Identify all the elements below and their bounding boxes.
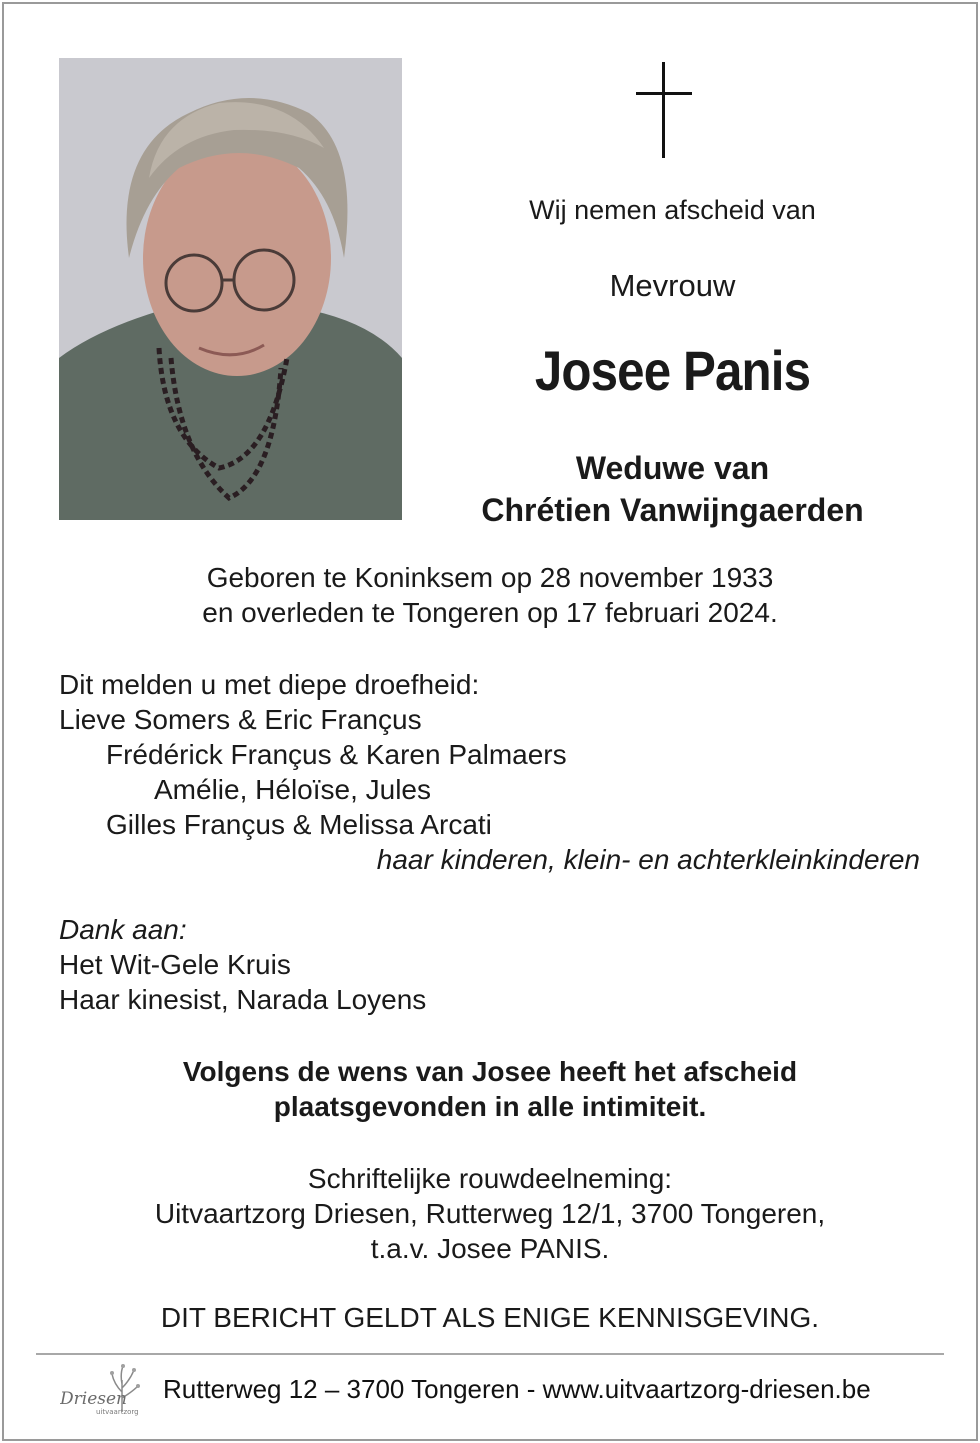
condolence-line-3: t.a.v. Josee PANIS. [370,1233,610,1264]
thanks-title: Dank aan: [59,914,187,945]
wish-line-1: Volgens de wens van Josee heeft het afscheid [182,1056,798,1087]
intro-text: Wij nemen afscheid van [529,195,816,225]
thanks-section [59,912,859,1017]
family-section [59,667,939,877]
widow-of [420,447,925,531]
widow-line-2: Chrétien Vanwijngaerden [481,492,864,528]
family-member: Amélie, Héloïse, Jules [154,774,432,805]
honorific: Mevrouw [609,268,736,303]
condolence-line-2: Uitvaartzorg Driesen, Rutterweg 12/1, 3700 Tongeren, [154,1198,826,1229]
footer-address: Rutterweg 12 – 3700 Tongeren - www.uitvaartzorg-driesen.be [163,1374,871,1404]
condolence-info [0,1161,980,1266]
condolence-line-1: Schriftelijke rouwdeelneming: [307,1163,673,1194]
final-notice: DIT BERICHT GELDT ALS ENIGE KENNISGEVING. [160,1302,820,1333]
family-member: Frédérick Françus & Karen Palmaers [106,739,567,770]
svg-text:uitvaartzorg: uitvaartzorg [96,1408,139,1416]
death-line: en overleden te Tongeren op 17 februari 2024. [202,597,778,628]
family-signature: haar kinderen, klein- en achterkleinkinderen [376,844,920,875]
portrait-illustration [59,58,402,520]
wish-text [0,1054,980,1124]
thanks-item: Haar kinesist, Narada Loyens [59,984,427,1015]
thanks-item: Het Wit-Gele Kruis [59,949,291,980]
wish-line-2: plaatsgevonden in alle intimiteit. [273,1091,707,1122]
family-member: Gilles Françus & Melissa Arcati [106,809,492,840]
widow-line-1: Weduwe van [575,450,770,486]
birth-death-info [0,560,980,630]
cross-icon [636,62,692,158]
tree-logo-icon [60,1362,144,1418]
portrait-photo [59,58,402,520]
family-member: Lieve Somers & Eric Françus [59,704,422,735]
footer-divider [36,1353,944,1355]
family-intro: Dit melden u met diepe droefheid: [59,669,480,700]
deceased-name: Josee Panis [534,339,811,402]
svg-text:Driesen: Driesen [60,1389,127,1409]
birth-line: Geboren te Koninksem op 28 november 1933 [206,562,774,593]
driesen-logo [60,1362,144,1418]
